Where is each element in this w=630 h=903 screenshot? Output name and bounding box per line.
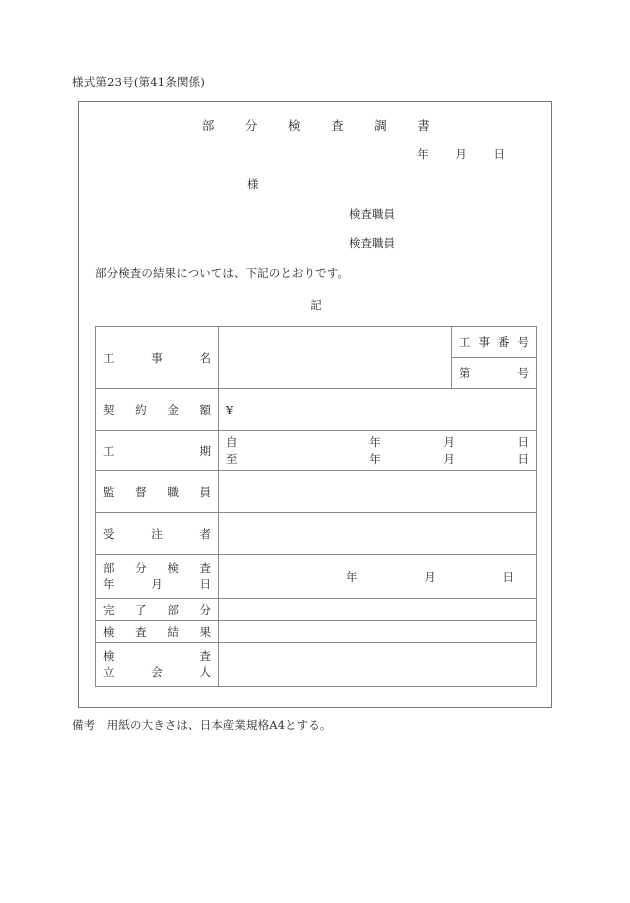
label-supervisor-char-1: 督 [135,484,147,499]
label-inspection-result-char-1: 査 [135,624,147,639]
table-row-inspection-result [96,621,537,643]
label-inspection-date [96,555,219,599]
period-from-month-label: 月 [443,434,455,449]
label-inspection-date-l1-char-2: 検 [167,560,179,575]
label-inspection-result-char-3: 果 [199,624,211,639]
value-contractor[interactable] [219,513,537,555]
document-title [79,116,553,134]
label-period [96,431,219,471]
title-char-0: 部 [201,118,215,133]
inspector-label-1: 検査職員 [349,207,395,221]
work-number-header-char-0: 工 [459,335,471,349]
table-row-witness [96,643,537,687]
yen-symbol: ¥ [226,402,234,417]
period-from-year-label: 年 [369,434,381,449]
table-row-contract-amount [96,389,537,431]
label-contract-amount-char-2: 金 [167,402,179,417]
addressee-honorific: 様 [247,177,259,191]
date-day-label: 日 [493,147,505,161]
form-number: 様式第23号(第41条関係) [72,75,206,89]
date-year-label: 年 [417,147,429,161]
value-work-name[interactable] [219,327,452,389]
remark-note: 備考 用紙の大きさは、日本産業規格A4とする。 [72,718,332,732]
label-witness-l1-char-0: 検 [103,648,115,663]
value-period[interactable] [219,431,537,471]
value-contract-amount[interactable] [219,389,537,431]
label-inspection-date-l1-char-3: 査 [199,560,211,575]
value-completed-part[interactable] [219,599,537,621]
value-inspection-date[interactable] [219,555,537,599]
work-number-value[interactable] [452,358,536,388]
label-supervisor [96,471,219,513]
table-row-inspection-date [96,555,537,599]
label-supervisor-char-3: 員 [199,484,211,499]
label-completed-part-char-3: 分 [199,602,211,617]
label-contract-amount-char-3: 額 [199,402,211,417]
label-completed-part-char-0: 完 [103,602,115,617]
label-inspection-date-l2-char-2: 日 [199,576,211,591]
label-contract-amount-char-1: 約 [135,402,147,417]
title-char-3: 査 [331,118,344,133]
title-char-4: 調 [374,118,388,133]
work-number-header [452,328,536,358]
value-supervisor[interactable] [219,471,537,513]
work-number-header-char-1: 事 [478,335,490,349]
work-number-suffix: 号 [517,365,529,380]
document-date-line [417,146,505,162]
label-contract-amount [96,389,219,431]
period-from-day-label: 日 [517,434,529,449]
inspection-date-day-label: 日 [502,569,514,584]
label-completed-part [96,599,219,621]
label-inspection-result [96,621,219,643]
label-work-name-char-0: 工 [103,350,115,365]
value-witness[interactable] [219,643,537,687]
period-from-mark: 自 [226,434,238,449]
value-inspection-result[interactable] [219,621,537,643]
label-contractor-char-0: 受 [103,526,115,541]
table-row-supervisor [96,471,537,513]
label-witness-l2-char-1: 会 [151,664,163,679]
label-work-name-char-1: 事 [151,350,163,365]
label-contractor-char-1: 注 [151,526,163,541]
label-completed-part-char-1: 了 [135,602,147,617]
label-work-name-char-2: 名 [199,350,211,365]
table-row-work-name [96,327,537,389]
work-number-header-char-2: 番 [498,335,510,349]
title-char-2: 検 [288,118,301,133]
label-witness-l2-char-2: 人 [199,664,211,679]
period-to-day-label: 日 [517,451,529,466]
label-supervisor-char-0: 監 [103,484,115,499]
period-to-month-label: 月 [443,451,455,466]
title-char-5: 書 [417,118,431,133]
work-number-header-char-3: 号 [517,335,529,349]
table-row-period [96,431,537,471]
label-witness-l1-char-1: 査 [199,648,211,663]
label-inspection-result-char-0: 検 [103,624,115,639]
label-contractor [96,513,219,555]
table-row-contractor [96,513,537,555]
period-to-mark: 至 [226,451,238,466]
title-char-1: 分 [244,118,258,133]
inspector-label-2: 検査職員 [349,236,395,250]
period-from-row [226,434,529,451]
period-to-year-label: 年 [369,451,381,466]
label-inspection-date-l2-char-1: 月 [151,576,163,591]
label-contractor-char-2: 者 [199,526,211,541]
lead-text: 部分検査の結果については、下記のとおりです。 [95,266,350,280]
ki-mark: 記 [310,298,322,312]
table-row-completed-part [96,599,537,621]
inspection-date-fields [346,569,514,585]
document-frame [78,101,552,708]
inspection-date-year-label: 年 [346,569,358,584]
label-inspection-result-char-2: 結 [167,624,179,639]
label-period-char-1: 期 [199,443,211,458]
date-month-label: 月 [455,147,467,161]
label-work-name [96,327,219,389]
label-witness [96,643,219,687]
label-contract-amount-char-0: 契 [103,402,115,417]
inspection-date-month-label: 月 [424,569,436,584]
label-inspection-date-l2-char-0: 年 [103,576,115,591]
label-completed-part-char-2: 部 [167,602,179,617]
period-to-row [226,451,529,468]
label-supervisor-char-2: 職 [167,484,179,499]
work-number-prefix: 第 [459,365,471,380]
work-number-cell [452,327,537,389]
label-inspection-date-l1-char-1: 分 [135,560,147,575]
label-period-char-0: 工 [103,443,115,458]
label-inspection-date-l1-char-0: 部 [103,560,115,575]
label-witness-l2-char-0: 立 [103,664,115,679]
inspection-form-table [95,326,537,687]
